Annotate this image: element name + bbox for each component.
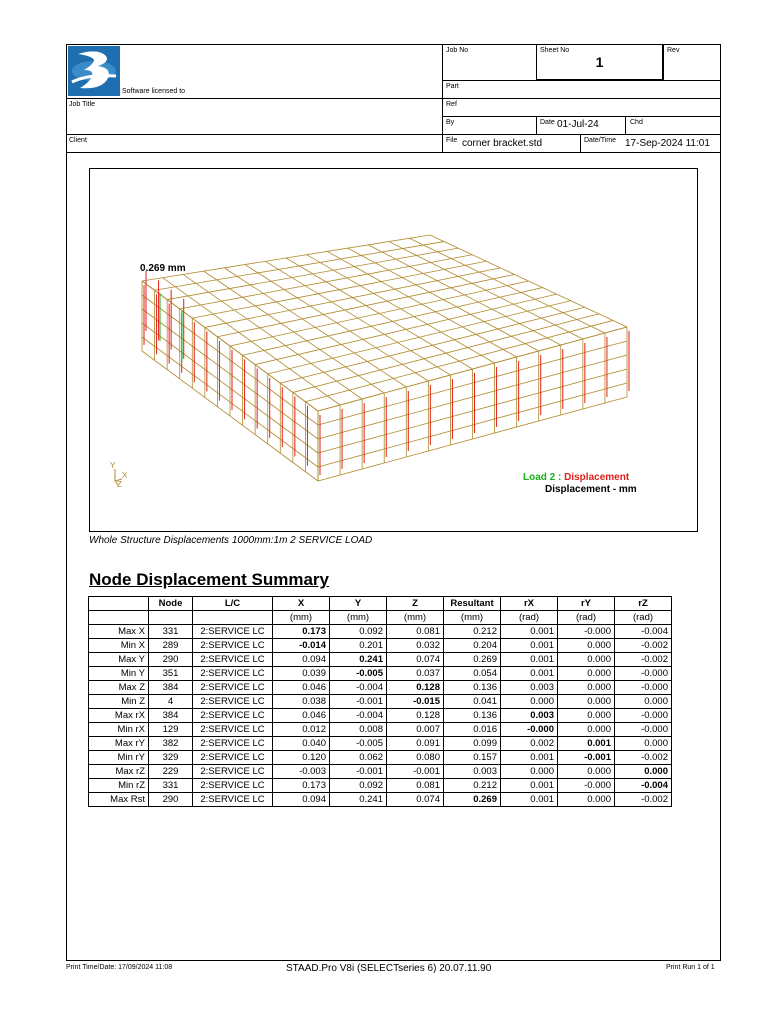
- table-cell: 0.041: [444, 695, 501, 709]
- table-cell: 0.099: [444, 737, 501, 751]
- axis-x-label: X: [122, 471, 128, 480]
- table-cell: X: [273, 597, 330, 611]
- table-cell: 0.001: [501, 667, 558, 681]
- print-run: Print Run 1 of 1: [666, 964, 715, 971]
- table-cell: [149, 611, 193, 625]
- table-cell: -0.005: [330, 667, 387, 681]
- table-cell: 2:SERVICE LC: [193, 695, 273, 709]
- part-label: Part: [446, 83, 459, 90]
- table-cell: -0.004: [330, 681, 387, 695]
- table-cell: 2:SERVICE LC: [193, 709, 273, 723]
- bentley-logo-icon: [68, 46, 120, 96]
- table-cell: 384: [149, 709, 193, 723]
- table-cell: 0.000: [615, 695, 672, 709]
- sheet-no-label: Sheet No: [540, 47, 570, 54]
- table-cell: Min Z: [89, 695, 149, 709]
- table-cell: 290: [149, 653, 193, 667]
- table-cell: -0.002: [615, 793, 672, 807]
- table-cell: 0.092: [330, 625, 387, 639]
- table-cell: -0.002: [615, 653, 672, 667]
- table-cell: 0.241: [330, 653, 387, 667]
- table-cell: 290: [149, 793, 193, 807]
- table-cell: 384: [149, 681, 193, 695]
- file-label: File: [446, 137, 458, 144]
- table-cell: 0.012: [273, 723, 330, 737]
- table-row: [89, 639, 672, 653]
- table-cell: 0.000: [558, 681, 615, 695]
- header-divider: [663, 44, 664, 80]
- table-cell: -0.001: [330, 765, 387, 779]
- print-time: Print Time/Date: 17/09/2024 11:08: [66, 964, 173, 971]
- table-row: [89, 765, 672, 779]
- table-cell: (mm): [330, 611, 387, 625]
- table-cell: 382: [149, 737, 193, 751]
- table-cell: 331: [149, 779, 193, 793]
- table-cell: rX: [501, 597, 558, 611]
- table-cell: Max Y: [89, 653, 149, 667]
- table-cell: 0.001: [558, 737, 615, 751]
- summary-table: [88, 596, 672, 807]
- table-cell: 2:SERVICE LC: [193, 737, 273, 751]
- table-cell: (rad): [615, 611, 672, 625]
- mesh-line: [167, 248, 458, 299]
- table-cell: -0.002: [615, 639, 672, 653]
- table-cell: 0.038: [273, 695, 330, 709]
- table-cell: -0.000: [558, 779, 615, 793]
- load-type: Displacement: [564, 472, 630, 483]
- table-cell: 0.000: [558, 695, 615, 709]
- table-cell: 2:SERVICE LC: [193, 681, 273, 695]
- table-cell: (mm): [273, 611, 330, 625]
- header-divider: [442, 80, 721, 81]
- table-cell: 289: [149, 639, 193, 653]
- table-cell: 0.241: [330, 793, 387, 807]
- file-value: corner bracket.std: [462, 138, 543, 149]
- header-divider: [66, 152, 721, 153]
- table-cell: -0.001: [330, 695, 387, 709]
- table-cell: 0.046: [273, 709, 330, 723]
- table-cell: 0.173: [273, 779, 330, 793]
- table-cell: 0.128: [387, 681, 444, 695]
- table-units-row: [89, 611, 672, 625]
- table-cell: 0.000: [558, 709, 615, 723]
- date-label: Date: [540, 119, 555, 126]
- table-cell: 0.007: [387, 723, 444, 737]
- table-cell: -0.015: [387, 695, 444, 709]
- table-cell: rZ: [615, 597, 672, 611]
- table-cell: 0.003: [501, 681, 558, 695]
- table-cell: 0.269: [444, 653, 501, 667]
- table-cell: -0.001: [558, 751, 615, 765]
- table-cell: -0.014: [273, 639, 330, 653]
- client-label: Client: [69, 137, 87, 144]
- units-label: Displacement - mm: [545, 484, 637, 495]
- table-cell: 0.000: [501, 765, 558, 779]
- table-row: [89, 793, 672, 807]
- table-cell: 0.091: [387, 737, 444, 751]
- table-cell: (rad): [558, 611, 615, 625]
- header-divider: [66, 98, 721, 99]
- table-cell: -0.004: [615, 625, 672, 639]
- table-row: [89, 625, 672, 639]
- table-cell: 2:SERVICE LC: [193, 625, 273, 639]
- table-row: [89, 695, 672, 709]
- table-cell: 2:SERVICE LC: [193, 723, 273, 737]
- chd-label: Chd: [630, 119, 643, 126]
- table-cell: 0.037: [387, 667, 444, 681]
- table-cell: 0.000: [558, 793, 615, 807]
- table-cell: 0.074: [387, 653, 444, 667]
- load-legend: [523, 472, 629, 483]
- table-cell: 2:SERVICE LC: [193, 667, 273, 681]
- table-cell: Min X: [89, 639, 149, 653]
- table-cell: 0.128: [387, 709, 444, 723]
- table-cell: 0.046: [273, 681, 330, 695]
- table-cell: Max rZ: [89, 765, 149, 779]
- table-cell: -0.004: [615, 779, 672, 793]
- table-row: [89, 737, 672, 751]
- table-cell: 0.092: [330, 779, 387, 793]
- table-cell: 0.062: [330, 751, 387, 765]
- table-cell: 0.136: [444, 709, 501, 723]
- table-cell: Max Z: [89, 681, 149, 695]
- table-cell: 0.000: [615, 765, 672, 779]
- load-prefix: Load 2 :: [523, 472, 565, 483]
- table-cell: 0.094: [273, 653, 330, 667]
- table-cell: 2:SERVICE LC: [193, 751, 273, 765]
- datetime-value: 17-Sep-2024 11:01: [625, 138, 710, 149]
- table-cell: 0.008: [330, 723, 387, 737]
- table-cell: 0.002: [501, 737, 558, 751]
- table-cell: 0.000: [615, 737, 672, 751]
- table-cell: [89, 597, 149, 611]
- table-cell: 0.094: [273, 793, 330, 807]
- table-cell: 0.000: [558, 639, 615, 653]
- ref-label: Ref: [446, 101, 457, 108]
- job-title-label: Job Title: [69, 101, 96, 108]
- table-cell: 0.212: [444, 779, 501, 793]
- table-cell: 0.040: [273, 737, 330, 751]
- table-cell: 0.001: [501, 625, 558, 639]
- axis-z-label: Z: [117, 480, 122, 489]
- table-cell: 2:SERVICE LC: [193, 779, 273, 793]
- table-cell: Max X: [89, 625, 149, 639]
- axis-y-label: Y: [110, 461, 116, 470]
- table-cell: Y: [330, 597, 387, 611]
- table-cell: Min rX: [89, 723, 149, 737]
- table-cell: -0.001: [387, 765, 444, 779]
- table-cell: 0.016: [444, 723, 501, 737]
- table-cell: Min rZ: [89, 779, 149, 793]
- table-cell: 331: [149, 625, 193, 639]
- table-cell: 0.201: [330, 639, 387, 653]
- table-cell: (mm): [444, 611, 501, 625]
- table-cell: 2:SERVICE LC: [193, 793, 273, 807]
- table-cell: -0.000: [501, 723, 558, 737]
- table-cell: 0.081: [387, 625, 444, 639]
- table-cell: 0.120: [273, 751, 330, 765]
- header-divider: [580, 134, 581, 152]
- table-cell: Max Rst: [89, 793, 149, 807]
- table-row: [89, 751, 672, 765]
- table-row: [89, 681, 672, 695]
- header-divider: [625, 116, 626, 134]
- table-cell: -0.002: [615, 751, 672, 765]
- table-cell: 229: [149, 765, 193, 779]
- table-cell: Max rY: [89, 737, 149, 751]
- header-divider: [66, 134, 721, 135]
- table-cell: 0.001: [501, 793, 558, 807]
- sheet-no-value: 1: [595, 54, 604, 70]
- table-row: [89, 723, 672, 737]
- table-cell: Max rX: [89, 709, 149, 723]
- table-row: [89, 709, 672, 723]
- table-cell: 0.157: [444, 751, 501, 765]
- table-cell: 0.080: [387, 751, 444, 765]
- table-cell: 0.001: [501, 653, 558, 667]
- table-cell: 0.000: [501, 695, 558, 709]
- mesh-line: [268, 301, 571, 374]
- by-label: By: [446, 119, 455, 126]
- table-header-row: [89, 597, 672, 611]
- table-cell: -0.000: [615, 667, 672, 681]
- view-caption: Whole Structure Displacements 1000mm:1m 2 SERVICE LOAD: [89, 535, 373, 546]
- header-divider: [442, 44, 443, 152]
- table-cell: 0.000: [558, 667, 615, 681]
- licensed-label: Software licensed to: [122, 88, 186, 95]
- table-row: [89, 667, 672, 681]
- table-cell: 0.054: [444, 667, 501, 681]
- table-cell: L/C: [193, 597, 273, 611]
- table-cell: -0.000: [615, 709, 672, 723]
- job-no-label: Job No: [446, 47, 469, 54]
- structure-view: [89, 168, 698, 532]
- table-cell: Min Y: [89, 667, 149, 681]
- table-cell: 0.173: [273, 625, 330, 639]
- table-cell: 0.003: [444, 765, 501, 779]
- table-cell: [89, 611, 149, 625]
- table-cell: 0.074: [387, 793, 444, 807]
- table-cell: 2:SERVICE LC: [193, 653, 273, 667]
- table-cell: -0.003: [273, 765, 330, 779]
- table-cell: 0.269: [444, 793, 501, 807]
- table-cell: 0.000: [558, 765, 615, 779]
- table-cell: rY: [558, 597, 615, 611]
- table-cell: (rad): [501, 611, 558, 625]
- table-cell: Resultant: [444, 597, 501, 611]
- table-cell: 129: [149, 723, 193, 737]
- table-cell: -0.005: [330, 737, 387, 751]
- table-row: [89, 779, 672, 793]
- table-cell: 0.081: [387, 779, 444, 793]
- table-cell: -0.000: [615, 723, 672, 737]
- table-cell: 0.136: [444, 681, 501, 695]
- table-cell: 0.003: [501, 709, 558, 723]
- table-cell: Min rY: [89, 751, 149, 765]
- table-cell: 0.001: [501, 751, 558, 765]
- mesh-line: [155, 242, 445, 291]
- table-cell: 2:SERVICE LC: [193, 639, 273, 653]
- table-cell: [193, 611, 273, 625]
- table-cell: -0.004: [330, 709, 387, 723]
- table-cell: 0.001: [501, 639, 558, 653]
- rev-label: Rev: [667, 47, 680, 54]
- table-cell: 0.212: [444, 625, 501, 639]
- max-disp-label: 0.269 mm: [140, 263, 186, 274]
- table-cell: 4: [149, 695, 193, 709]
- table-cell: 2:SERVICE LC: [193, 765, 273, 779]
- mesh-line: [293, 314, 599, 393]
- table-cell: 0.032: [387, 639, 444, 653]
- table-cell: 0.039: [273, 667, 330, 681]
- header-divider: [536, 116, 537, 134]
- table-cell: -0.000: [558, 625, 615, 639]
- table-cell: 0.000: [558, 723, 615, 737]
- table-row: [89, 653, 672, 667]
- table-cell: 329: [149, 751, 193, 765]
- header-divider: [442, 116, 721, 117]
- summary-title: Node Displacement Summary: [89, 570, 329, 589]
- software-version: STAAD.Pro V8i (SELECTseries 6) 20.07.11.90: [286, 963, 492, 974]
- table-cell: Z: [387, 597, 444, 611]
- date-value: 01-Jul-24: [557, 119, 599, 130]
- table-cell: (mm): [387, 611, 444, 625]
- datetime-label: Date/Time: [584, 137, 617, 144]
- mesh-line: [180, 255, 473, 309]
- table-cell: Node: [149, 597, 193, 611]
- table-cell: 0.204: [444, 639, 501, 653]
- mesh-line: [243, 288, 543, 356]
- table-cell: 351: [149, 667, 193, 681]
- table-cell: 0.001: [501, 779, 558, 793]
- table-cell: -0.000: [615, 681, 672, 695]
- table-cell: 0.000: [558, 653, 615, 667]
